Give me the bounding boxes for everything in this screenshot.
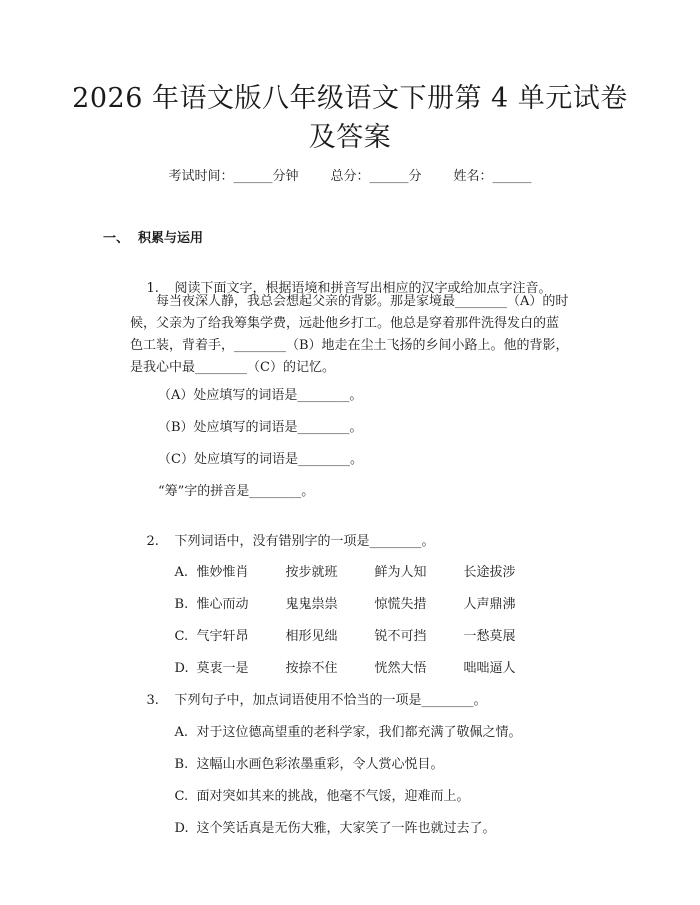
question-prompt: 下列词语中，没有错别字的一项是________。 bbox=[174, 534, 435, 549]
option-label: B. bbox=[174, 757, 189, 772]
option-word: 莫衷一是 bbox=[196, 661, 249, 676]
option-word: 恍然大悟 bbox=[374, 661, 427, 676]
option-word: 相形见绌 bbox=[285, 629, 338, 644]
option-label: B. bbox=[174, 597, 189, 612]
choice-d bbox=[158, 802, 496, 856]
student-name-field: 姓名：______ bbox=[453, 169, 532, 184]
question-number: 2. bbox=[146, 534, 159, 549]
exam-title-line1: 2026 年语文版八年级语文下册第 4 单元试卷 bbox=[72, 83, 628, 114]
sub-question-pinyin: “筹”字的拼音是________。 bbox=[158, 484, 315, 499]
option-label: A. bbox=[174, 565, 189, 580]
choice-text: 这幅山水画色彩浓墨重彩，令人赏心悦目。 bbox=[196, 757, 444, 772]
option-label: D. bbox=[174, 661, 189, 676]
option-word: 惊慌失措 bbox=[374, 597, 427, 612]
option-word: 人声鼎沸 bbox=[463, 597, 516, 612]
option-word: 惟妙惟肖 bbox=[196, 565, 249, 580]
question-prompt: 下列句子中，加点词语使用不恰当的一项是________。 bbox=[174, 693, 487, 708]
section-heading: 一、 积累与运用 bbox=[103, 231, 204, 246]
exam-time-field: 考试时间：______分钟 bbox=[168, 169, 299, 184]
option-word: 咄咄逼人 bbox=[463, 661, 516, 676]
option-label: C. bbox=[174, 629, 189, 644]
option-label: C. bbox=[174, 789, 189, 804]
exam-title-line2: 及答案 bbox=[308, 122, 392, 153]
choice-text: 对于这位德高望重的老科学家，我们都充满了敬佩之情。 bbox=[196, 725, 522, 740]
option-word: 按步就班 bbox=[285, 565, 338, 580]
option-word: 鲜为人知 bbox=[374, 565, 427, 580]
option-word: 长途拔涉 bbox=[463, 565, 516, 580]
sub-question-a: （A）处应填写的词语是________。 bbox=[158, 388, 363, 403]
option-word: 鬼鬼祟祟 bbox=[285, 597, 338, 612]
choice-text: 这个笑话真是无伤大雅，大家笑了一阵也就过去了。 bbox=[196, 821, 496, 836]
total-score-field: 总分：______分 bbox=[330, 169, 422, 184]
option-word: 锐不可挡 bbox=[374, 629, 427, 644]
reading-passage: 每当夜深人静，我总会想起父亲的背影。那是家境最________（A）的时候，父亲为了给我筹集学费，远赴他乡打工。他总是穿着那件洗得发白的蓝色工装，背着手，________（B）地走在尘土飞扬的乡间小路上。他的背影，是我心中最________（C）的记忆。 bbox=[130, 294, 569, 375]
question-prompt: 阅读下面文字，根据语境和拼音写出相应的汉字或给加点字注音。 bbox=[174, 281, 552, 296]
choice-text: 面对突如其来的挑战，他毫不气馁，迎难而上。 bbox=[196, 789, 470, 804]
option-word: 惟心而动 bbox=[196, 597, 249, 612]
option-label: D. bbox=[174, 821, 189, 836]
option-word: 按捺不住 bbox=[285, 661, 338, 676]
question-number: 1. bbox=[146, 281, 159, 296]
option-word: 气宇轩昂 bbox=[196, 629, 249, 644]
option-label: A. bbox=[174, 725, 189, 740]
sub-question-b: （B）处应填写的词语是________。 bbox=[158, 420, 363, 435]
question-number: 3. bbox=[146, 693, 159, 708]
sub-question-c: （C）处应填写的词语是________。 bbox=[158, 452, 363, 467]
option-word: 一愁莫展 bbox=[463, 629, 516, 644]
exam-meta bbox=[0, 168, 700, 186]
